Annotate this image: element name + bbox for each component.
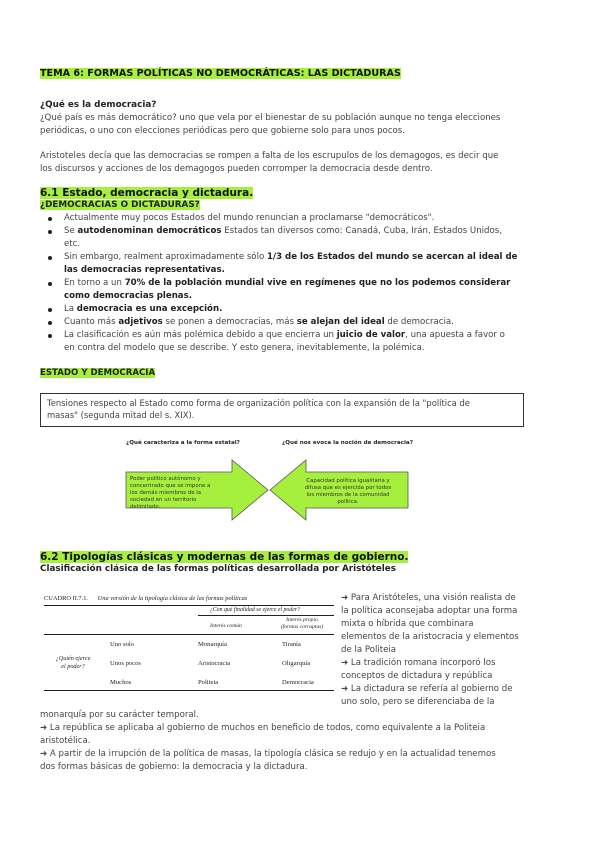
tensiones-box [40,393,524,427]
diagram-line: los miembros de la comunidad [306,492,390,498]
side-line: ➜ Para Aristóteles, una visión realista de [341,593,516,603]
side-line: conceptos de dictadura y república [341,671,493,681]
side-line: de la Politeia [341,645,397,655]
bullet-item [40,277,570,303]
bullet-item [40,316,570,329]
bullet-text: etc. [64,239,81,249]
section-title-text: 6.2 Tipologías clásicas y modernas de las formas de gobierno. [40,551,409,563]
title-highlight: TEMA 6: FORMAS POLÍTICAS NO DEMOCRÁTICAS: LAS DICTADURAS [40,68,401,79]
table-row-label: Unos pocos [110,660,141,667]
bullet-bold: se alejan del ideal [296,317,385,327]
bullet-bold: democracia es una excepción. [76,304,223,314]
bullet-bold: juicio de valor [336,330,406,340]
bullet-item [40,303,570,316]
diagram-question-left: ¿Qué caracteriza a la forma estatal? [126,440,240,446]
table-rule [44,690,334,691]
table-cell: Monarquía [198,641,227,648]
bullet-text: de democracia. [384,317,454,327]
bottom-line: dos formas básicas de gobierno: la democracia y la dictadura. [40,762,308,772]
bullet-bold: adjetivos [118,317,163,327]
side-line: uno solo, pero se diferenciaba de la [341,697,495,707]
diagram-line: concentrado que se impone a [130,483,211,489]
table-row-question [48,655,98,671]
bottom-line: ➜ La república se aplicaba al gobierno de muchos en beneficio de todos, como equivalente a la Politeia [40,723,486,733]
bullet-item [40,329,570,355]
bullet-text: La [64,304,77,314]
diagram-line: delimitado. [130,504,161,510]
page-title [40,68,401,79]
diagram-line: política. [337,499,359,505]
bullet-list [40,212,570,355]
box-line: masas" (segunda mitad del s. XIX). [47,410,195,420]
bullet-bold: autodenominan democráticos [77,226,222,236]
bullet-text: En torno a un [64,278,125,288]
bullet-item [40,212,570,225]
side-line: mixta o híbrida que combinara [341,619,474,629]
section-title [40,551,580,563]
table-cell: Politeia [198,679,219,686]
diagram-right-text [292,478,404,506]
bullet-text: Actualmente muy pocos Estados del mundo renuncian a proclamarse "democráticos". [64,213,435,223]
bullet-text: , una apuesta a favor o [405,330,505,340]
bullet-bold: como democracias plenas. [64,291,192,301]
table-col-header-line: Interés propio [286,617,318,623]
bullet-text: Sin embargo, realment aproximadamente sólo [64,252,267,262]
table-col-header: Interés común [210,623,242,629]
table-row-question-line: ¿Quién ejerce [55,655,91,662]
bullet-text: Se [64,226,78,236]
bullet-bold: las democracias representativas. [64,265,225,275]
table-cell: Oligarquía [282,660,311,667]
table-caption-number: CUADRO II.7.1. [44,595,89,602]
side-line: ➜ La tradición romana incorporó los [341,658,496,668]
intro-section [40,99,560,176]
intro-line: ¿Qué país es más democrático? uno que vela por el bienestar de su población aunque no tenga elecciones [40,113,501,123]
intro-line: los discursos y acciones de los demagogos pueden corromper la democracia desde dentro. [40,164,433,174]
bullet-bold: 70% de la población mundial vive en regímenes que no los podemos considerar [124,278,511,288]
typology-table-figure [40,592,338,692]
bullet-item [40,225,570,251]
table-rule [44,634,334,635]
table-row-label: Uno solo [110,641,134,648]
section-title [40,187,570,199]
intro-question: ¿Qué es la democracia? [40,100,157,110]
table-row-question-line: el poder? [61,663,85,670]
bullet-text: La clasificación es aún más polémica debido a que encierra un [64,330,337,340]
side-notes [341,592,561,709]
intro-line: Aristoteles decía que las democracias se rompen a falta de los escrupulos de los demagogos, es decir que [40,151,499,161]
diagram-line: Capacidad política igualitaria y [306,478,390,484]
table-caption-text: Una versión de la tipología clásica de las formas políticas [97,595,248,602]
table-rule [44,605,334,606]
diagram-line: Poder político autónomo y [130,476,201,482]
section-6-1 [40,187,570,355]
side-line: ➜ La dictadura se refería al gobierno de [341,684,513,694]
diagram-question-right: ¿Qué nos evoca la noción de democracia? [282,440,413,446]
bottom-notes [40,709,570,774]
section-title-text: 6.1 Estado, democracia y dictadura. [40,187,254,199]
bottom-line: aristotélica. [40,736,91,746]
bottom-line: monarquía por su carácter temporal. [40,710,199,720]
table-question-header: ¿Con qué finalidad se ejerce el poder? [210,607,300,613]
section-subtitle [40,199,570,212]
estado-heading [40,368,155,378]
diagram-left-text [130,476,240,511]
bullet-text: en contra del modelo que se describe. Y esto genera, inevitablemente, la polémica. [64,343,425,353]
table-caption [44,595,247,602]
box-line: Tensiones respecto al Estado como forma de organización política con la expansión de la "política de [47,398,470,408]
diagram-line: sociedad en un territorio [130,497,197,503]
bottom-line: ➜ A partir de la irrupción de la política de masas, la tipología clásica se redujo y en la actualidad tenemos [40,749,496,759]
side-line: elementos de la aristocracia y elementos [341,632,519,642]
section-subtitle-text: ¿DEMOCRACIAS O DICTADURAS? [40,200,200,210]
estado-heading-text: ESTADO Y DEMOCRACIA [40,368,156,378]
table-cell: Tiranía [282,641,301,648]
bullet-text: Estados tan diversos como: Canadá, Cuba, Irán, Estados Unidos, [221,226,502,236]
table-col-header [272,617,332,631]
table-row-label: Muchos [110,679,132,686]
table-rule [198,615,334,616]
bullet-bold: 1/3 de los Estados del mundo se acercan al ideal de [266,252,518,262]
section-subtitle: Clasificación clásica de las formas políticas desarrollada por Aristóteles [40,564,396,574]
diagram-line: difusa que es ejercida por todos [304,485,392,491]
table-cell: Democracia [282,679,314,686]
table-col-header-line: (formas corruptas) [280,624,324,630]
bullet-text: Cuanto más [64,317,119,327]
section-6-2 [40,551,580,576]
bullet-item [40,251,570,277]
intro-line: periódicas, o uno con elecciones periódicas pero que gobierne solo para unos pocos. [40,126,406,136]
table-cell: Aristocracia [198,660,231,667]
bullet-text: se ponen a democracias, más [162,317,297,327]
side-line: la política aconsejaba adoptar una forma [341,606,518,616]
estado-democracia-diagram [120,440,440,525]
diagram-line: los demás miembros de la [130,490,202,496]
